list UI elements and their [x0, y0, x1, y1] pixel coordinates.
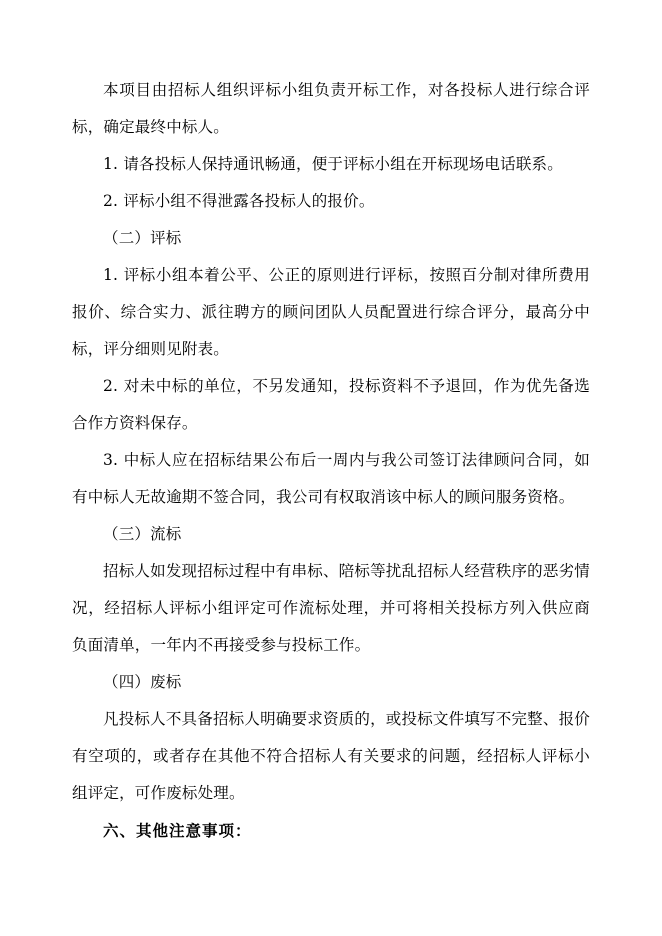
paragraph-item-1-communication: 1. 请各投标人保持通讯畅通，便于评标小组在开标现场电话联系。 [103, 155, 563, 173]
subheading-section-four-void: （四）废标 [103, 673, 182, 691]
paragraph-item-1-scoring: 1. 评标小组本着公平、公正的原则进行评标，按照百分制对律所费用报价、综合实力、派往聘方的顾问团队人员配置进行综合评分，最高分中标，评分细则见附表。 [72, 266, 590, 358]
paragraph-item-2-confidentiality: 2. 评标小组不得泄露各投标人的报价。 [103, 192, 375, 210]
subheading-section-two-evaluation: （二）评标 [103, 229, 182, 247]
subheading-section-three-failed: （三）流标 [103, 525, 182, 543]
document-body [72, 72, 590, 849]
heading-section-six-notes: 六、其他注意事项： [103, 821, 252, 840]
paragraph-item-3-contract: 3. 中标人应在招标结果公布后一周内与我公司签订法律顾问合同，如有中标人无故逾期不签合同，我公司有权取消该中标人的顾问服务资格。 [72, 451, 590, 506]
paragraph-bid-opening-overview: 本项目由招标人组织评标小组负责开标工作，对各投标人进行综合评标，确定最终中标人。 [72, 81, 590, 136]
paragraph-item-2-unsuccessful: 2. 对未中标的单位，不另发通知，投标资料不予退回，作为优先备选合作方资料保存。 [72, 377, 590, 432]
paragraph-void-bid-rules: 凡投标人不具备招标人明确要求资质的，或投标文件填写不完整、报价有空项的，或者存在其他不符合招标人有关要求的问题，经招标人评标小组评定，可作废标处理。 [72, 710, 590, 802]
paragraph-failed-bid-rules: 招标人如发现招标过程中有串标、陪标等扰乱招标人经营秩序的恶劣情况，经招标人评标小组评定可作流标处理，并可将相关投标方列入供应商负面清单，一年内不再接受参与投标工作。 [72, 562, 590, 654]
